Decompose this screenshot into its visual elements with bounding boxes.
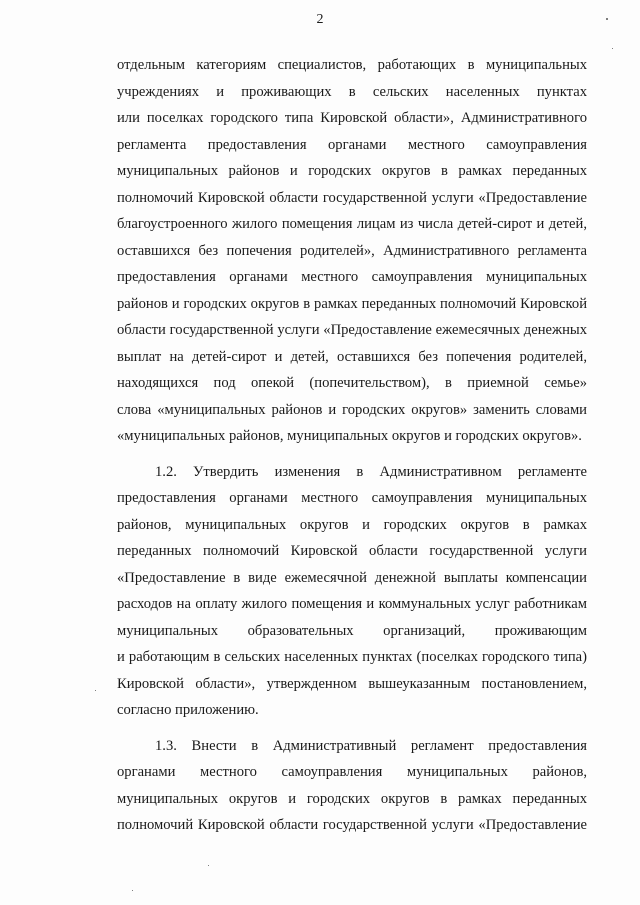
scan-speck bbox=[606, 18, 608, 20]
text-line: 1.2. Утвердить изменения в Административном регламенте bbox=[155, 463, 587, 480]
paragraph-gap bbox=[117, 724, 587, 733]
text-line: «Предоставление в виде ежемесячной денежной выплаты компенсации bbox=[117, 569, 587, 586]
page-number: 2 bbox=[316, 12, 324, 27]
scan-speck bbox=[612, 48, 613, 49]
text-line: Кировской области», утвержденном вышеуказанным постановлением, bbox=[117, 675, 587, 692]
document-body bbox=[117, 52, 587, 839]
paragraph-gap bbox=[117, 450, 587, 459]
text-line: районов и городских округов в рамках переданных полномочий Кировской bbox=[117, 295, 587, 312]
text-line: находящихся под опекой (попечительством), в приемной семье» bbox=[117, 375, 587, 391]
scan-speck bbox=[95, 690, 96, 691]
text-line: согласно приложению. bbox=[117, 702, 259, 718]
text-line: выплат на детей-сирот и детей, оставшихся без попечения родителей, bbox=[117, 348, 587, 365]
text-line: муниципальных районов и городских округов в рамках переданных bbox=[117, 163, 587, 179]
text-line: или поселках городского типа Кировской области», Административного bbox=[117, 110, 587, 126]
text-line: переданных полномочий Кировской области государственной услуги bbox=[117, 543, 587, 559]
text-line: предоставления органами местного самоуправления муниципальных bbox=[117, 269, 587, 285]
text-line: отдельным категориям специалистов, работающих в муниципальных bbox=[117, 57, 587, 73]
scan-speck bbox=[132, 890, 133, 891]
text-line: и работающим в сельских населенных пунктах (поселках городского типа) bbox=[117, 649, 587, 665]
text-line: оставшихся без попечения родителей», Административного регламента bbox=[117, 242, 587, 259]
paragraph-continuation bbox=[117, 52, 587, 450]
text-line: муниципальных образовательных организаций, проживающим bbox=[117, 622, 587, 639]
text-line: расходов на оплату жилого помещения и коммунальных услуг работникам bbox=[117, 596, 587, 612]
text-line: области государственной услуги «Предоставление ежемесячных денежных bbox=[117, 322, 587, 338]
text-line: регламента предоставления органами местного самоуправления bbox=[117, 136, 587, 153]
text-line: учреждениях и проживающих в сельских населенных пунктах bbox=[117, 83, 587, 100]
text-line: «муниципальных районов, муниципальных округов и городских округов». bbox=[117, 428, 582, 444]
text-line: благоустроенного жилого помещения лицам из числа детей-сирот и детей, bbox=[117, 216, 587, 232]
text-line: полномочий Кировской области государственной услуги «Предоставление bbox=[117, 817, 587, 833]
paragraph-1-3 bbox=[117, 733, 587, 839]
paragraph-1-2 bbox=[117, 459, 587, 724]
text-line: предоставления органами местного самоуправления муниципальных bbox=[117, 490, 587, 506]
scan-speck bbox=[208, 865, 209, 866]
text-line: органами местного самоуправления муниципальных районов, bbox=[117, 764, 587, 780]
text-line: 1.3. Внести в Административный регламент предоставления bbox=[155, 737, 587, 754]
text-line: районов, муниципальных округов и городских округов в рамках bbox=[117, 516, 587, 533]
text-line: полномочий Кировской области государственной услуги «Предоставление bbox=[117, 189, 587, 206]
text-line: слова «муниципальных районов и городских округов» заменить словами bbox=[117, 401, 587, 418]
text-line: муниципальных округов и городских округов в рамках переданных bbox=[117, 790, 587, 807]
